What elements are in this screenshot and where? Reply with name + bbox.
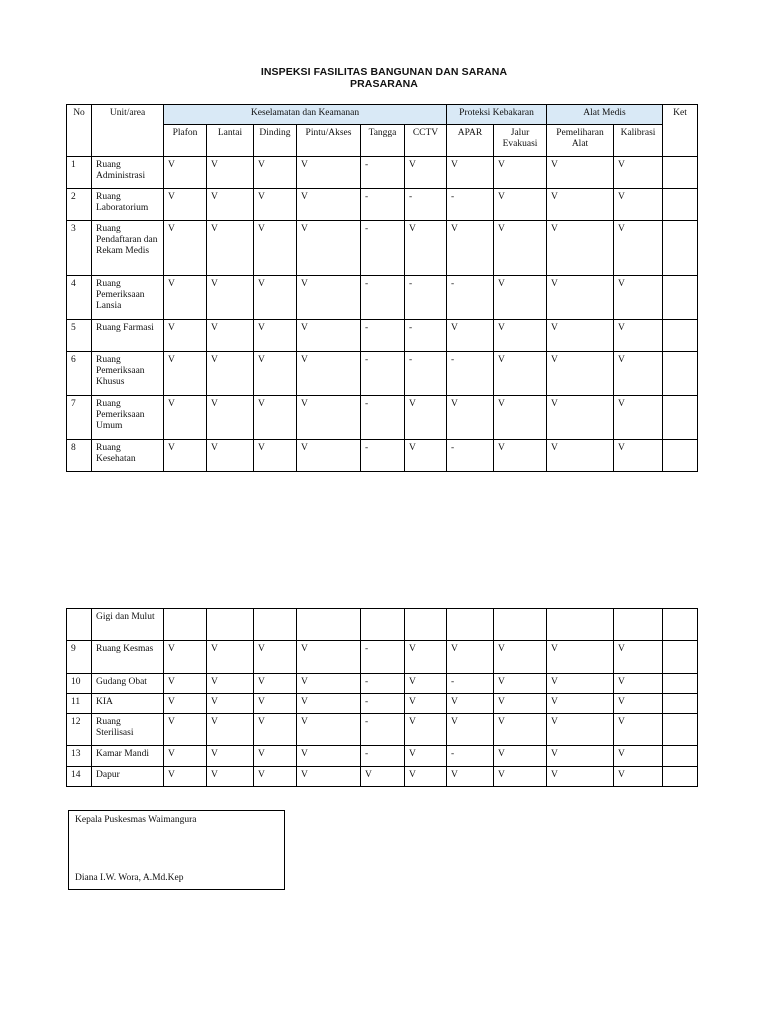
row-number: 9 <box>67 641 92 674</box>
table-row <box>67 440 698 472</box>
cell-jalur-evakuasi: V <box>494 221 547 276</box>
cell-tangga <box>361 609 405 641</box>
cell-tangga: - <box>361 352 405 396</box>
cell-tangga: - <box>361 396 405 440</box>
cell-cctv: V <box>405 674 447 694</box>
row-number: 1 <box>67 157 92 189</box>
cell-jalur-evakuasi: V <box>494 189 547 221</box>
cell-cctv: V <box>405 767 447 787</box>
cell-tangga: - <box>361 157 405 189</box>
cell-dinding: V <box>254 440 297 472</box>
cell-kalibrasi: V <box>614 157 663 189</box>
row-ket <box>663 320 698 352</box>
cell-pemeliharan-alat: V <box>547 641 614 674</box>
cell-tangga: V <box>361 767 405 787</box>
cell-jalur-evakuasi: V <box>494 276 547 320</box>
cell-plafon: V <box>164 396 207 440</box>
cell-pemeliharan-alat: V <box>547 189 614 221</box>
cell-plafon: V <box>164 674 207 694</box>
row-unit-area: Ruang Sterilisasi <box>92 714 164 746</box>
cell-jalur-evakuasi: V <box>494 352 547 396</box>
cell-apar: V <box>447 320 494 352</box>
table-row <box>67 767 698 787</box>
cell-dinding: V <box>254 641 297 674</box>
cell-lantai: V <box>207 352 254 396</box>
cell-tangga: - <box>361 189 405 221</box>
cell-lantai: V <box>207 767 254 787</box>
cell-cctv: V <box>405 396 447 440</box>
cell-apar: V <box>447 221 494 276</box>
cell-pintu-akses: V <box>297 674 361 694</box>
cell-pintu-akses: V <box>297 221 361 276</box>
header-ket: Ket <box>663 105 698 157</box>
cell-plafon: V <box>164 694 207 714</box>
cell-apar <box>447 609 494 641</box>
cell-pemeliharan-alat <box>547 609 614 641</box>
table-row <box>67 189 698 221</box>
cell-kalibrasi: V <box>614 189 663 221</box>
cell-cctv: V <box>405 746 447 767</box>
row-ket <box>663 440 698 472</box>
cell-cctv: - <box>405 320 447 352</box>
row-number: 8 <box>67 440 92 472</box>
cell-tangga: - <box>361 694 405 714</box>
cell-kalibrasi: V <box>614 767 663 787</box>
cell-pintu-akses: V <box>297 189 361 221</box>
header-lantai: Lantai <box>207 125 254 157</box>
cell-jalur-evakuasi <box>494 609 547 641</box>
cell-kalibrasi: V <box>614 674 663 694</box>
cell-jalur-evakuasi: V <box>494 694 547 714</box>
row-number: 2 <box>67 189 92 221</box>
cell-dinding: V <box>254 767 297 787</box>
cell-pintu-akses: V <box>297 641 361 674</box>
row-ket <box>663 157 698 189</box>
document-title <box>0 66 768 90</box>
signature-title: Kepala Puskesmas Waimangura <box>75 815 197 825</box>
cell-pemeliharan-alat: V <box>547 714 614 746</box>
cell-lantai: V <box>207 714 254 746</box>
cell-jalur-evakuasi: V <box>494 641 547 674</box>
cell-pemeliharan-alat: V <box>547 352 614 396</box>
cell-kalibrasi: V <box>614 440 663 472</box>
cell-pintu-akses: V <box>297 320 361 352</box>
cell-pintu-akses: V <box>297 767 361 787</box>
cell-plafon: V <box>164 767 207 787</box>
cell-cctv: V <box>405 714 447 746</box>
row-number: 6 <box>67 352 92 396</box>
cell-kalibrasi: V <box>614 396 663 440</box>
row-unit-area: KIA <box>92 694 164 714</box>
cell-cctv: V <box>405 157 447 189</box>
cell-cctv <box>405 609 447 641</box>
cell-pintu-akses: V <box>297 396 361 440</box>
cell-dinding: V <box>254 694 297 714</box>
cell-kalibrasi: V <box>614 714 663 746</box>
cell-plafon: V <box>164 641 207 674</box>
cell-lantai: V <box>207 221 254 276</box>
cell-apar: V <box>447 714 494 746</box>
row-ket <box>663 221 698 276</box>
header-apar: APAR <box>447 125 494 157</box>
row-unit-area: Dapur <box>92 767 164 787</box>
header-group-keselamatan: Keselamatan dan Keamanan <box>164 105 447 125</box>
cell-lantai: V <box>207 694 254 714</box>
cell-kalibrasi: V <box>614 320 663 352</box>
cell-cctv: V <box>405 440 447 472</box>
row-number <box>67 609 92 641</box>
cell-jalur-evakuasi: V <box>494 746 547 767</box>
row-ket <box>663 352 698 396</box>
cell-tangga: - <box>361 746 405 767</box>
row-ket <box>663 641 698 674</box>
row-number: 12 <box>67 714 92 746</box>
cell-cctv: V <box>405 221 447 276</box>
header-no: No <box>67 105 92 157</box>
cell-pemeliharan-alat: V <box>547 746 614 767</box>
cell-lantai: V <box>207 674 254 694</box>
cell-pintu-akses <box>297 609 361 641</box>
cell-pintu-akses: V <box>297 276 361 320</box>
cell-jalur-evakuasi: V <box>494 440 547 472</box>
cell-pintu-akses: V <box>297 352 361 396</box>
table-row <box>67 694 698 714</box>
cell-apar: - <box>447 352 494 396</box>
table-row <box>67 674 698 694</box>
cell-plafon <box>164 609 207 641</box>
inspection-table-page1 <box>66 104 698 472</box>
cell-tangga: - <box>361 221 405 276</box>
row-number: 5 <box>67 320 92 352</box>
cell-plafon: V <box>164 714 207 746</box>
row-number: 13 <box>67 746 92 767</box>
cell-lantai: V <box>207 641 254 674</box>
cell-kalibrasi: V <box>614 276 663 320</box>
cell-tangga: - <box>361 320 405 352</box>
row-ket <box>663 694 698 714</box>
cell-jalur-evakuasi: V <box>494 396 547 440</box>
row-number: 7 <box>67 396 92 440</box>
cell-apar: V <box>447 396 494 440</box>
signature-box <box>68 810 285 890</box>
cell-jalur-evakuasi: V <box>494 320 547 352</box>
row-unit-area: Ruang Pendaftaran dan Rekam Medis <box>92 221 164 276</box>
row-unit-area: Ruang Pemeriksaan Lansia <box>92 276 164 320</box>
header-tangga: Tangga <box>361 125 405 157</box>
cell-pemeliharan-alat: V <box>547 396 614 440</box>
cell-plafon: V <box>164 746 207 767</box>
header-kalibrasi: Kalibrasi <box>614 125 663 157</box>
cell-plafon: V <box>164 276 207 320</box>
table-row <box>67 276 698 320</box>
row-unit-area: Gudang Obat <box>92 674 164 694</box>
row-unit-area: Ruang Administrasi <box>92 157 164 189</box>
cell-plafon: V <box>164 352 207 396</box>
cell-kalibrasi: V <box>614 746 663 767</box>
cell-apar: - <box>447 276 494 320</box>
cell-jalur-evakuasi: V <box>494 674 547 694</box>
cell-lantai: V <box>207 396 254 440</box>
cell-pemeliharan-alat: V <box>547 320 614 352</box>
row-unit-area: Ruang Farmasi <box>92 320 164 352</box>
cell-kalibrasi <box>614 609 663 641</box>
cell-kalibrasi: V <box>614 694 663 714</box>
row-number: 4 <box>67 276 92 320</box>
cell-lantai: V <box>207 320 254 352</box>
cell-dinding: V <box>254 157 297 189</box>
row-number: 3 <box>67 221 92 276</box>
cell-apar: - <box>447 440 494 472</box>
header-dinding: Dinding <box>254 125 297 157</box>
row-ket <box>663 767 698 787</box>
cell-jalur-evakuasi: V <box>494 714 547 746</box>
cell-tangga: - <box>361 674 405 694</box>
row-unit-area: Kamar Mandi <box>92 746 164 767</box>
cell-pemeliharan-alat: V <box>547 767 614 787</box>
row-ket <box>663 396 698 440</box>
cell-pintu-akses: V <box>297 694 361 714</box>
cell-pemeliharan-alat: V <box>547 674 614 694</box>
row-unit-area: Ruang Pemeriksaan Khusus <box>92 352 164 396</box>
signature-name: Diana I.W. Wora, A.Md.Kep <box>75 873 184 883</box>
cell-plafon: V <box>164 157 207 189</box>
row-ket <box>663 609 698 641</box>
cell-dinding: V <box>254 396 297 440</box>
header-pemeliharan-alat: Pemeliharan Alat <box>547 125 614 157</box>
row-unit-area: Ruang Kesmas <box>92 641 164 674</box>
cell-pintu-akses: V <box>297 157 361 189</box>
cell-tangga: - <box>361 714 405 746</box>
cell-pemeliharan-alat: V <box>547 221 614 276</box>
cell-apar: V <box>447 694 494 714</box>
cell-dinding: V <box>254 276 297 320</box>
cell-dinding: V <box>254 320 297 352</box>
table-row <box>67 714 698 746</box>
cell-kalibrasi: V <box>614 352 663 396</box>
title-line-1: INSPEKSI FASILITAS BANGUNAN DAN SARANA <box>260 66 508 78</box>
header-plafon: Plafon <box>164 125 207 157</box>
cell-dinding: V <box>254 674 297 694</box>
cell-cctv: - <box>405 352 447 396</box>
table-row <box>67 221 698 276</box>
cell-pemeliharan-alat: V <box>547 276 614 320</box>
cell-pintu-akses: V <box>297 746 361 767</box>
cell-tangga: - <box>361 276 405 320</box>
row-ket <box>663 674 698 694</box>
cell-pintu-akses: V <box>297 714 361 746</box>
row-unit-area: Ruang Pemeriksaan Umum <box>92 396 164 440</box>
inspection-table-page2 <box>66 608 698 787</box>
cell-cctv: V <box>405 694 447 714</box>
cell-lantai: V <box>207 746 254 767</box>
cell-plafon: V <box>164 189 207 221</box>
table-row <box>67 352 698 396</box>
row-unit-area: Gigi dan Mulut <box>92 609 164 641</box>
cell-apar: V <box>447 157 494 189</box>
cell-jalur-evakuasi: V <box>494 767 547 787</box>
cell-lantai: V <box>207 157 254 189</box>
cell-apar: - <box>447 746 494 767</box>
table-row <box>67 641 698 674</box>
header-group-alat-medis: Alat Medis <box>547 105 663 125</box>
header-jalur-evakuasi: Jalur Evakuasi <box>494 125 547 157</box>
cell-dinding <box>254 609 297 641</box>
cell-tangga: - <box>361 440 405 472</box>
table-row <box>67 157 698 189</box>
cell-cctv: - <box>405 189 447 221</box>
cell-tangga: - <box>361 641 405 674</box>
cell-dinding: V <box>254 352 297 396</box>
row-number: 14 <box>67 767 92 787</box>
cell-lantai <box>207 609 254 641</box>
cell-apar: - <box>447 674 494 694</box>
cell-plafon: V <box>164 440 207 472</box>
table-row <box>67 609 698 641</box>
cell-jalur-evakuasi: V <box>494 157 547 189</box>
table-row <box>67 396 698 440</box>
cell-apar: V <box>447 767 494 787</box>
title-line-2: PRASARANA <box>350 78 418 90</box>
cell-pemeliharan-alat: V <box>547 694 614 714</box>
cell-dinding: V <box>254 189 297 221</box>
row-ket <box>663 276 698 320</box>
cell-pintu-akses: V <box>297 440 361 472</box>
row-number: 11 <box>67 694 92 714</box>
cell-cctv: V <box>405 641 447 674</box>
cell-apar: V <box>447 641 494 674</box>
cell-lantai: V <box>207 440 254 472</box>
cell-dinding: V <box>254 746 297 767</box>
header-pintu-akses: Pintu/Akses <box>297 125 361 157</box>
row-unit-area: Ruang Laboratorium <box>92 189 164 221</box>
cell-cctv: - <box>405 276 447 320</box>
cell-lantai: V <box>207 276 254 320</box>
table-row <box>67 320 698 352</box>
cell-plafon: V <box>164 221 207 276</box>
cell-dinding: V <box>254 714 297 746</box>
table-row <box>67 746 698 767</box>
cell-dinding: V <box>254 221 297 276</box>
row-ket <box>663 714 698 746</box>
header-group-proteksi: Proteksi Kebakaran <box>447 105 547 125</box>
cell-kalibrasi: V <box>614 641 663 674</box>
header-unit: Unit/area <box>92 105 164 157</box>
row-ket <box>663 746 698 767</box>
cell-plafon: V <box>164 320 207 352</box>
cell-pemeliharan-alat: V <box>547 440 614 472</box>
cell-kalibrasi: V <box>614 221 663 276</box>
cell-lantai: V <box>207 189 254 221</box>
cell-apar: - <box>447 189 494 221</box>
header-cctv: CCTV <box>405 125 447 157</box>
row-ket <box>663 189 698 221</box>
row-number: 10 <box>67 674 92 694</box>
cell-pemeliharan-alat: V <box>547 157 614 189</box>
row-unit-area: Ruang Kesehatan <box>92 440 164 472</box>
